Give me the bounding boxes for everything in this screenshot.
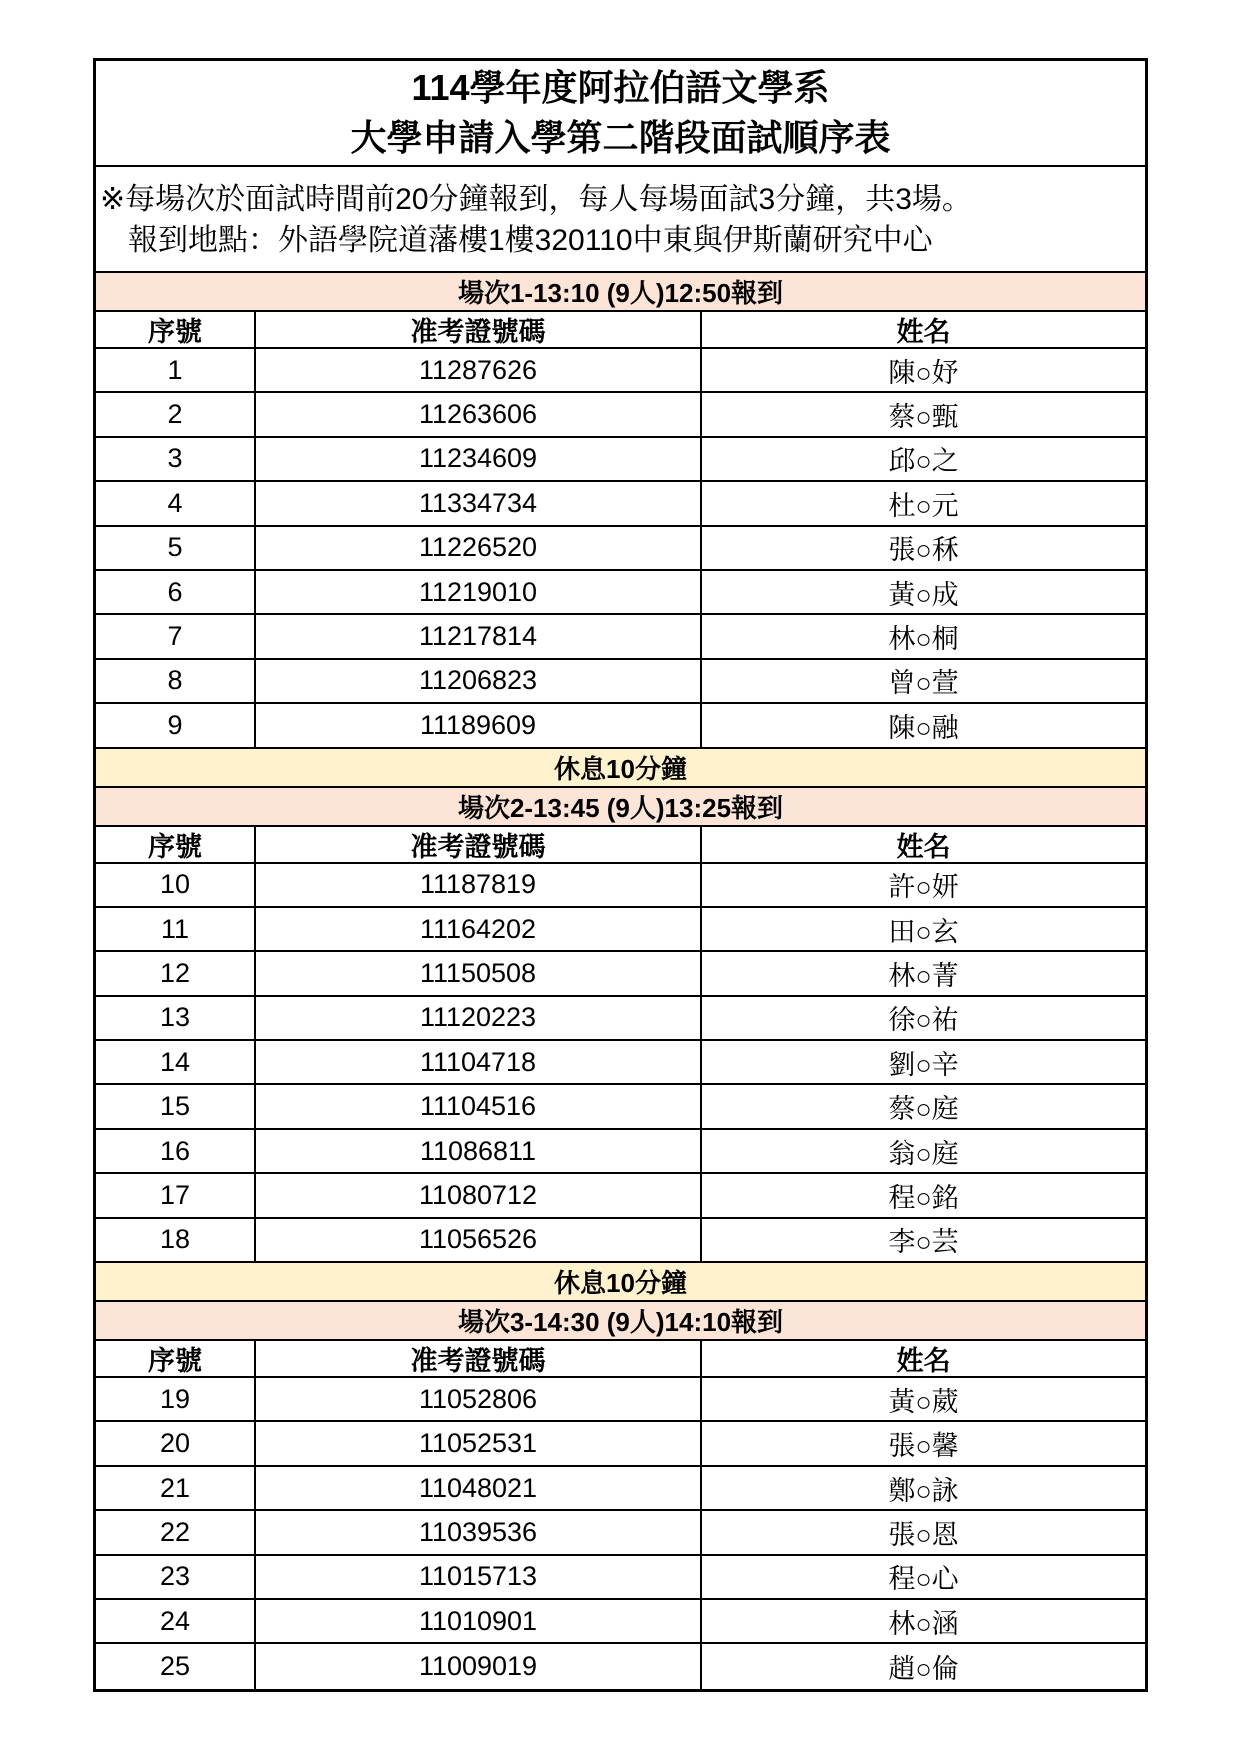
column-header-row [96,312,1145,349]
column-header-seq: 序號 [96,312,256,347]
table-row [96,1600,1145,1644]
exam-number-cell: 11234609 [256,438,702,480]
seq-cell: 1 [96,349,256,391]
table-row [96,704,1145,748]
table-row [96,908,1145,952]
seq-cell: 11 [96,908,256,950]
name-cell: 鄭○詠 [888,1475,959,1506]
table-row [96,615,1145,659]
exam-number-cell: 11104516 [256,1085,702,1127]
notice-block [96,167,1145,273]
seq-cell: 7 [96,615,256,657]
exam-number-cell: 11048021 [256,1467,702,1509]
name-cell: 陳○妤 [888,357,959,388]
seq-cell: 23 [96,1556,256,1598]
name-cell: 田○玄 [888,916,959,947]
exam-number-cell: 11219010 [256,571,702,613]
name-cell: 林○桐 [888,624,959,655]
column-header-name: 姓名 [896,1346,951,1377]
table-row [96,349,1145,393]
seq-cell: 2 [96,393,256,435]
name-cell: 黃○葳 [888,1386,959,1417]
name-cell: 程○銘 [888,1182,959,1213]
table-row [96,864,1145,908]
seq-cell: 4 [96,482,256,524]
exam-number-cell: 11206823 [256,660,702,702]
name-cell: 李○芸 [888,1227,959,1258]
seq-cell: 20 [96,1422,256,1464]
seq-cell: 8 [96,660,256,702]
column-header-name: 姓名 [896,317,951,347]
table-row [96,1422,1145,1466]
exam-number-cell: 11052806 [256,1378,702,1420]
exam-number-cell: 11039536 [256,1511,702,1553]
column-header-seq: 序號 [96,827,256,862]
exam-number-cell: 11009019 [256,1644,702,1688]
table-row [96,393,1145,437]
exam-number-cell: 11334734 [256,482,702,524]
seq-cell: 9 [96,704,256,746]
name-cell: 劉○辛 [888,1049,959,1080]
table-row [96,571,1145,615]
break-row-2: 休息10分鐘 [96,1263,1145,1302]
exam-number-cell: 11104718 [256,1041,702,1083]
column-header-exam-number: 准考證號碼 [256,1341,702,1376]
exam-number-cell: 11056526 [256,1219,702,1261]
name-cell: 林○菁 [888,960,959,991]
column-header-seq: 序號 [96,1341,256,1376]
session-header-1: 場次1-13:10 (9人)12:50報到 [96,273,1145,312]
title-line-1: 114學年度阿拉伯語文學系 [411,67,830,108]
table-row [96,1174,1145,1218]
name-cell: 蔡○庭 [888,1094,959,1125]
seq-cell: 25 [96,1644,256,1688]
column-header-exam-number: 准考證號碼 [256,827,702,862]
exam-number-cell: 11189609 [256,704,702,746]
table-row [96,952,1145,996]
seq-cell: 24 [96,1600,256,1642]
table-row [96,1644,1145,1688]
interview-order-sheet [93,58,1148,1692]
name-cell: 張○恩 [888,1519,959,1550]
session-header-3: 場次3-14:30 (9人)14:10報到 [96,1302,1145,1341]
seq-cell: 3 [96,438,256,480]
seq-cell: 13 [96,997,256,1039]
table-row [96,1130,1145,1174]
seq-cell: 14 [96,1041,256,1083]
table-row [96,1467,1145,1511]
table-row [96,1219,1145,1263]
exam-number-cell: 11120223 [256,997,702,1039]
table-row [96,482,1145,526]
name-cell: 張○馨 [888,1431,959,1462]
table-row [96,660,1145,704]
name-cell: 趙○倫 [888,1654,959,1685]
column-header-name: 姓名 [896,831,951,862]
seq-cell: 18 [96,1219,256,1261]
table-row [96,1511,1145,1555]
exam-number-cell: 11263606 [256,393,702,435]
table-row [96,1556,1145,1600]
table-row [96,438,1145,482]
name-cell: 杜○元 [888,490,959,521]
table-row [96,997,1145,1041]
seq-cell: 12 [96,952,256,994]
seq-cell: 5 [96,527,256,569]
column-header-row [96,827,1145,864]
name-cell: 林○涵 [888,1608,959,1639]
name-cell: 黃○成 [888,579,959,610]
column-header-row [96,1341,1145,1378]
name-cell: 程○心 [888,1564,959,1595]
session-header-2: 場次2-13:45 (9人)13:25報到 [96,788,1145,827]
seq-cell: 16 [96,1130,256,1172]
name-cell: 徐○祐 [888,1005,959,1036]
break-row-1: 休息10分鐘 [96,749,1145,788]
seq-cell: 10 [96,864,256,906]
exam-number-cell: 11015713 [256,1556,702,1598]
exam-number-cell: 11187819 [256,864,702,906]
name-cell: 曾○萱 [888,668,959,699]
name-cell: 邱○之 [888,446,959,477]
notice-line-2: 報到地點：外語學院道藩樓1樓320110中東與伊斯蘭研究中心 [128,224,933,257]
exam-number-cell: 11010901 [256,1600,702,1642]
name-cell: 翁○庭 [888,1138,959,1169]
name-cell: 陳○融 [888,712,959,743]
table-row [96,1041,1145,1085]
column-header-exam-number: 准考證號碼 [256,312,702,347]
seq-cell: 21 [96,1467,256,1509]
seq-cell: 15 [96,1085,256,1127]
seq-cell: 19 [96,1378,256,1420]
table-row [96,527,1145,571]
table-row [96,1378,1145,1422]
exam-number-cell: 11080712 [256,1174,702,1216]
exam-number-cell: 11287626 [256,349,702,391]
name-cell: 蔡○甄 [888,402,959,433]
title-line-2: 大學申請入學第二階段面試順序表 [350,117,891,158]
exam-number-cell: 11052531 [256,1422,702,1464]
exam-number-cell: 11217814 [256,615,702,657]
exam-number-cell: 11086811 [256,1130,702,1172]
exam-number-cell: 11226520 [256,527,702,569]
table-row [96,1085,1145,1129]
title-block [96,61,1145,167]
seq-cell: 17 [96,1174,256,1216]
notice-line-1: ※每場次於面試時間前20分鐘報到，每人每場面試3分鐘，共3場。 [100,183,972,216]
exam-number-cell: 11164202 [256,908,702,950]
seq-cell: 6 [96,571,256,613]
name-cell: 張○秝 [888,535,959,566]
name-cell: 許○妍 [888,872,959,903]
exam-number-cell: 11150508 [256,952,702,994]
seq-cell: 22 [96,1511,256,1553]
